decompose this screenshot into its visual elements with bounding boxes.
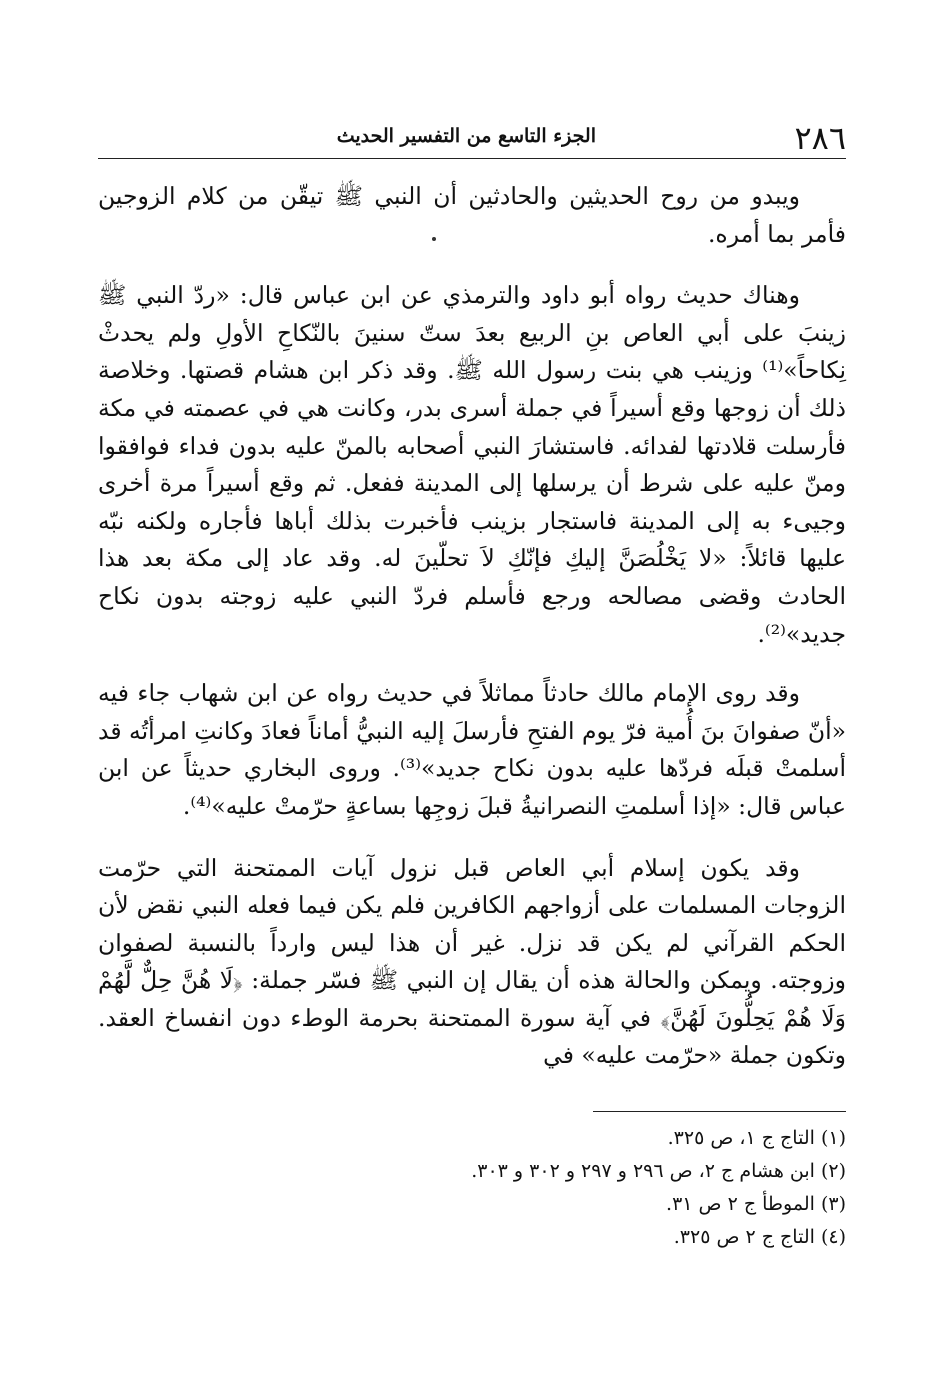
page-number: ٢٨٦ [794,119,846,157]
footnote-2: (٢) ابن هشام ج ٢، ص ٢٩٦ و ٢٩٧ و ٣٠٢ و ٣٠٣. [471,1160,846,1182]
footnote-4: (٤) التاج ج ٢ ص ٣٢٥. [673,1226,846,1248]
footnote-rule [593,1111,846,1112]
page-header [98,118,846,162]
header-rule [98,158,846,159]
footnote-3: (٣) الموطأ ج ٢ ص ٣١. [666,1193,846,1215]
paragraph-3: وقد روى الإمام مالك حادثاً مماثلاً في حديث رواه عن ابن شهاب جاء فيه «أنّ صفوانَ بنَ أُمية فرّ يوم الفتحِ فأرسلَ إليه النبيُّ أماناً فعادَ وكانتِ امرأتُه قد أسلمتْ قبلَه فردّها عليه بدون نكاح جديد»⁽³⁾. وروى البخاري حديثاً عن ابن عباس قال: «إذا أسلمتِ النصرانيةُ قبلَ زوجِها بساعةٍ حرّمتْ عليه»⁽⁴⁾. [98,679,846,820]
running-title: الجزء التاسع من التفسير الحديث [336,125,596,147]
paragraph-2: وهناك حديث رواه أبو داود والترمذي عن ابن عباس قال: «ردّ النبي ﷺ زينبَ على أبي العاص بنِ الربيع بعدَ ستّ سنينَ بالنّكاحِ الأولِ ولم يحدثْ نِكاحاً»⁽¹⁾ وزينب هي بنت رسول الله ﷺ. وقد ذكر ابن هشام قصتها. وخلاصة ذلك أن زوجها وقع أسيراً في جملة أسرى بدر، وكانت هي في عصمته في مكة فأرسلت قلادتها لفدائه. فاستشارَ النبي أصحابه بالمنّ عليه بدون فداء فوافقوا ومنّ عليه على شرط أن يرسلها إلى المدينة ففعل. ثم وقع أسيراً مرة أخرى وجيىء به إلى المدينة فاستجار بزينب فأخبرت بذلك أباها فأجاره ولكنه نبّه عليها قائلاً: «لا يَخْلُصَنَّ إليكِ فإنّكِ لاَ تحلّينَ له. وقد عاد إلى مكة بعد هذا الحادث وقضى مصالحه ورجع فأسلم فردّ النبي عليه زوجته بدون نكاح جديد»⁽²⁾. [98,281,846,648]
main-text [98,178,846,1075]
footnote-1: (١) التاج ج ١، ص ٣٢٥. [667,1127,846,1149]
paragraph-4: وقد يكون إسلام أبي العاص قبل نزول آيات الممتحنة التي حرّمت الزوجات المسلمات على أزواجهم الكافرين فلم يكن فيما فعله النبي نقض لأن الحكم القرآني لم يكن قد نزل. غير أن هذا ليس وارداً بالنسبة لصفوان وزوجته. ويمكن والحالة هذه أن يقال إن النبي ﷺ فسّر جملة: ﴿لَا هُنَّ حِلٌّ لَّهُمْ وَلَا هُمْ يَحِلُّونَ لَهُنَّ﴾ في آية سورة الممتحنة بحرمة الوطء دون انفساخ العقد. وتكون جملة «حرّمت عليه» في [98,853,846,1070]
paragraph-1: ويبدو من روح الحديثين والحادثين أن النبي ﷺ تيقّن من كلام الزوجين فأمر بما أمره. [98,182,846,248]
footnotes [98,1122,846,1254]
